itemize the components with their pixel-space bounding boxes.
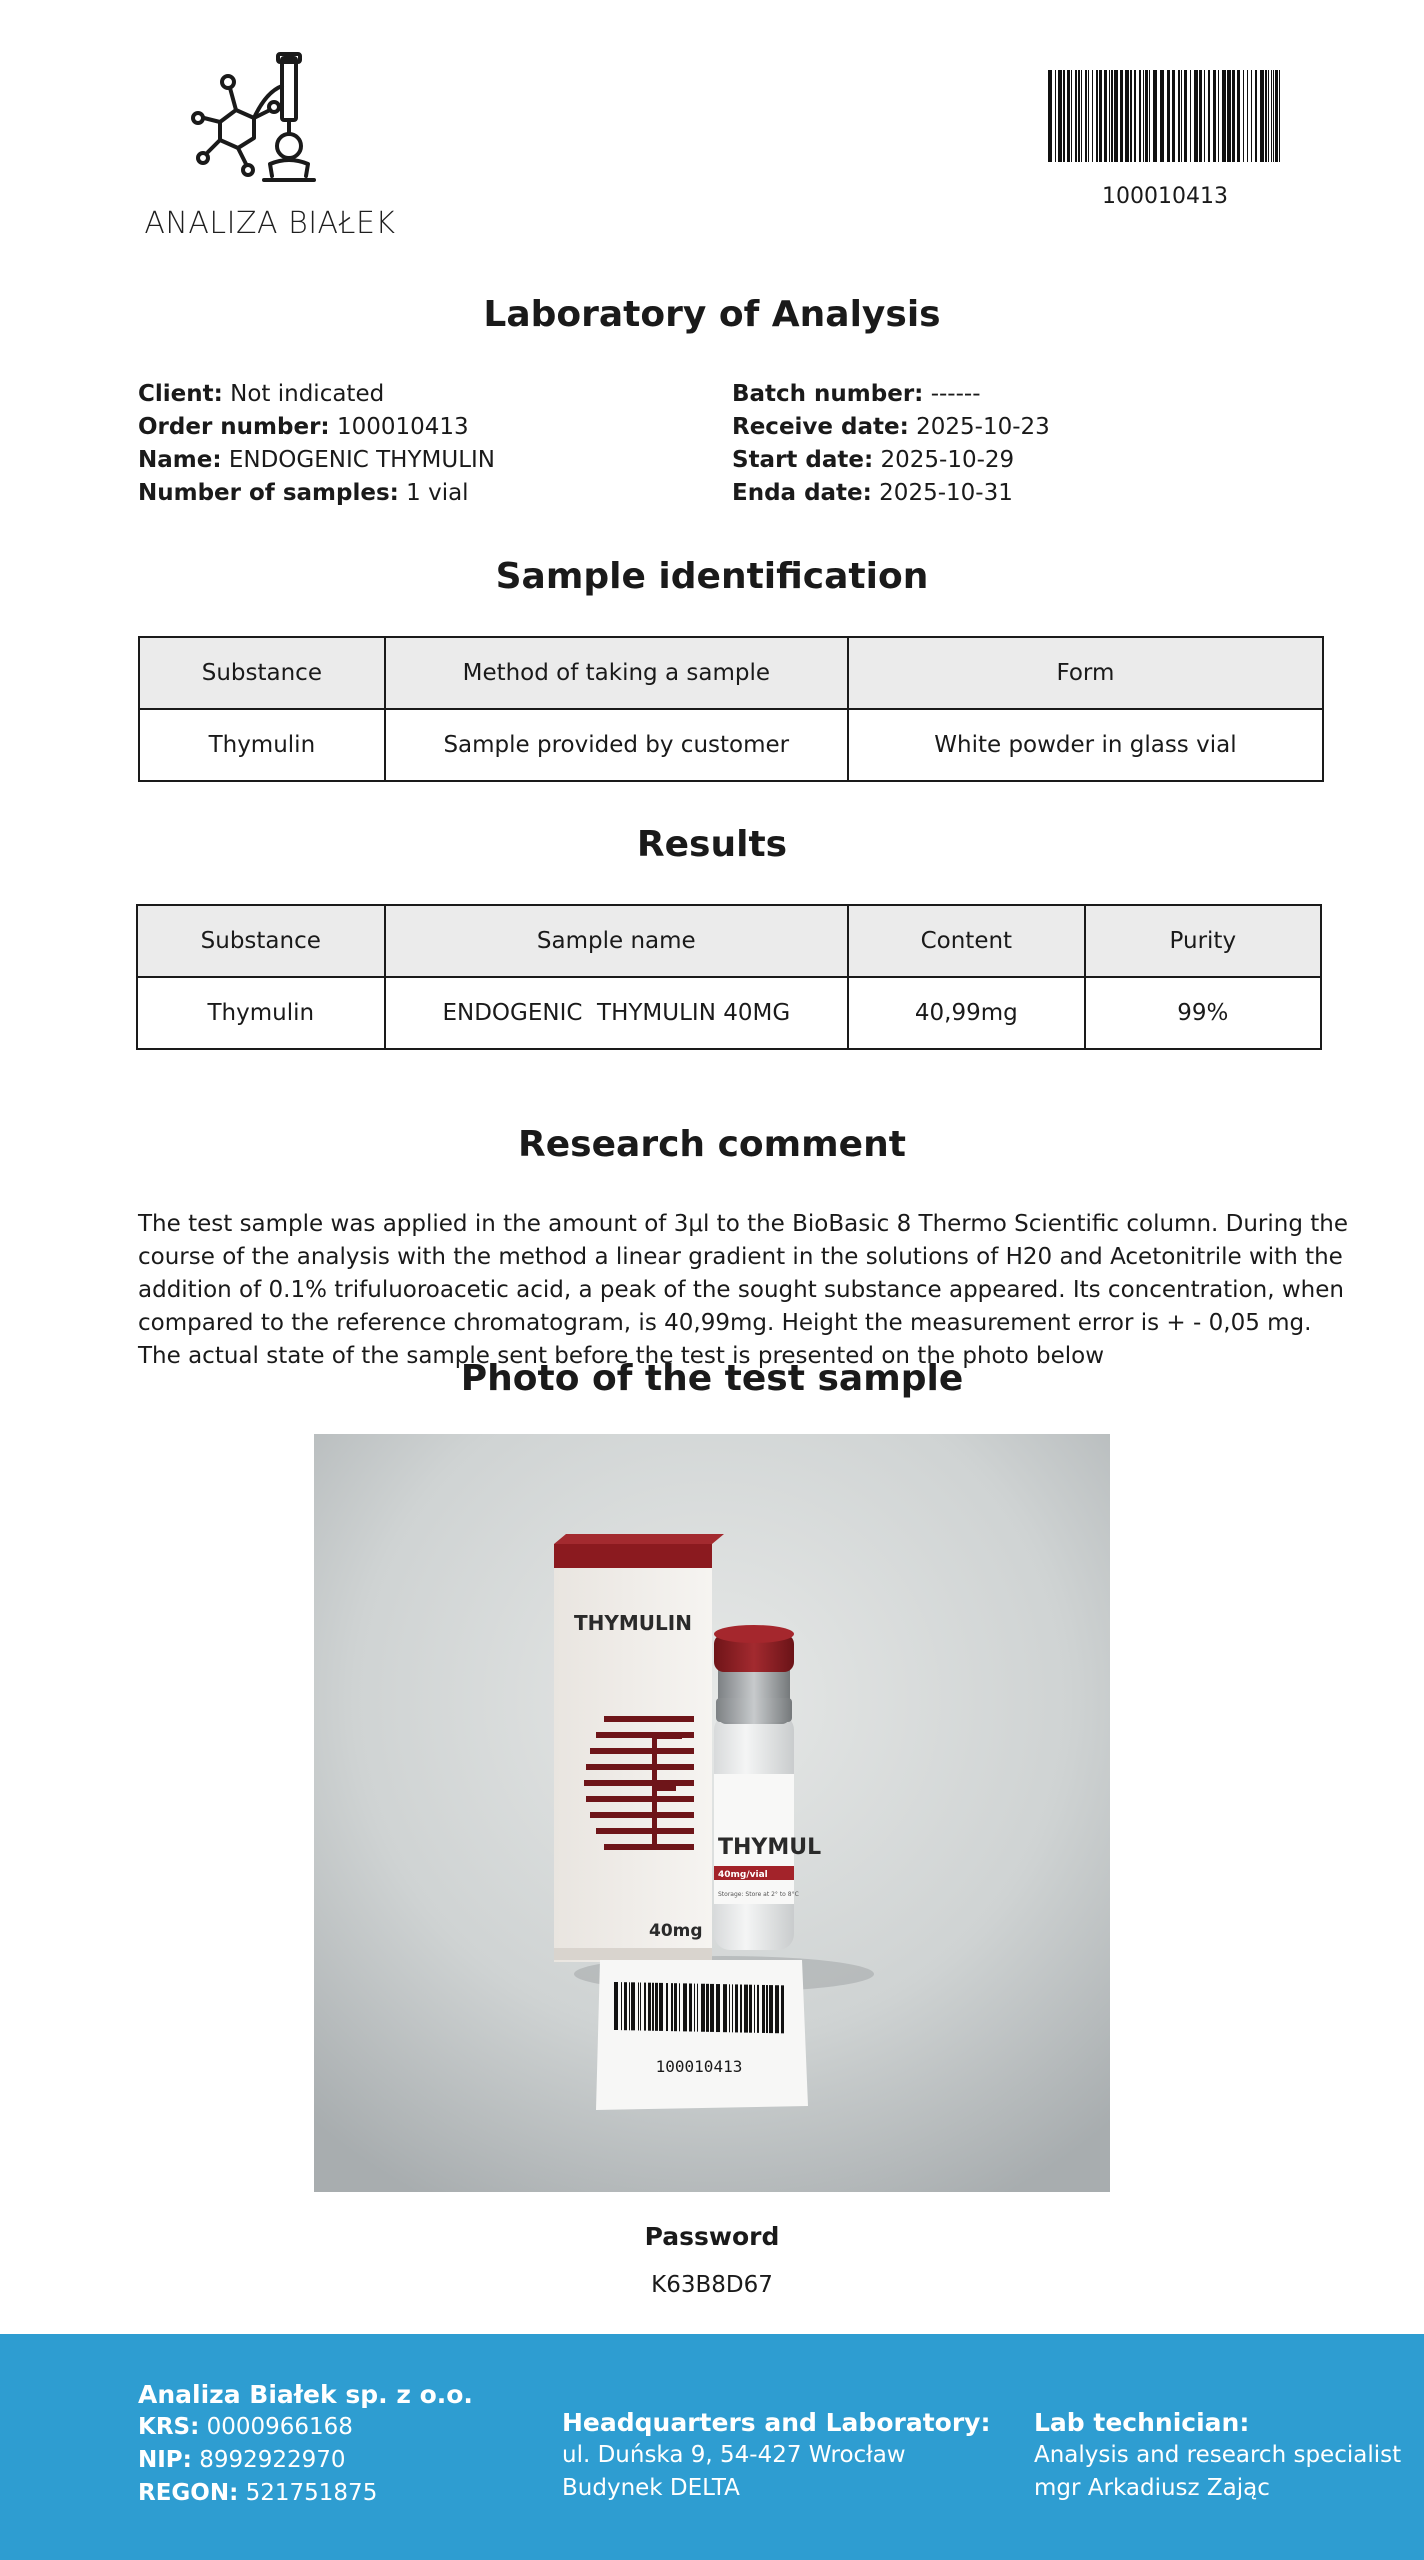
- footer-headquarters: [562, 2406, 990, 2505]
- barcode-bar: [1190, 70, 1191, 162]
- barcode-bar: [710, 1984, 714, 2032]
- table-header-row: [139, 637, 1323, 709]
- table-row: [137, 977, 1321, 1049]
- barcode-bar: [1167, 70, 1170, 162]
- barcode-sticker: [596, 1960, 808, 2110]
- barcode-bar: [1232, 70, 1235, 162]
- barcode-bar: [1063, 70, 1065, 162]
- barcode-bar: [1130, 70, 1132, 162]
- password-value: K63B8D67: [651, 2272, 773, 2298]
- barcode-bar: [648, 1983, 651, 2031]
- company-regon: [138, 2477, 473, 2510]
- barcode-bar: [740, 1985, 742, 2033]
- barcode-bar: [1099, 70, 1102, 162]
- barcode-bar: [749, 1985, 752, 2033]
- info-key: Batch number:: [732, 381, 924, 407]
- barcode-bar: [1204, 70, 1205, 162]
- table-cell: White powder in glass vial: [848, 709, 1323, 781]
- barcode-bar: [1145, 70, 1148, 162]
- barcode-bar: [1125, 70, 1129, 162]
- footer: [0, 2334, 1424, 2560]
- product-box: [554, 1534, 724, 1962]
- barcode-bar: [1184, 70, 1187, 162]
- barcode-bar: [614, 1982, 618, 2030]
- sample-identification-table: [138, 636, 1324, 782]
- column-header: Substance: [139, 637, 385, 709]
- barcode-bar: [1114, 70, 1118, 162]
- vial-small-print: Storage: Store at 2° to 8°C: [718, 1891, 799, 1898]
- company-krs: [138, 2411, 473, 2444]
- nip-label: NIP:: [138, 2447, 192, 2473]
- barcode-bar: [1160, 70, 1164, 162]
- info-order-number: [138, 411, 495, 444]
- barcode-bar: [1181, 70, 1182, 162]
- barcode-bar: [1178, 70, 1180, 162]
- barcode-bar: [655, 1983, 658, 2031]
- krs-label: KRS:: [138, 2414, 200, 2440]
- barcode-bar: [1111, 70, 1113, 162]
- info-receive-date: [732, 411, 1050, 444]
- barcode-bar: [1096, 70, 1098, 162]
- barcode-bar: [757, 1985, 759, 2033]
- info-number-of-samples: [138, 477, 495, 510]
- research-comment-text: The test sample was applied in the amount of 3μl to the BioBasic 8 Thermo Scientific column. During the course of the analysis with the method a linear gradient in the solutions of H20 and Acetonitrile with the addition of 0.1% trifuluoroacetic acid, a peak of the sought substance appeared. Its concentration, when compared to the reference chromatogram, is 40,99mg. Height the measurement error is + - 0,05 mg. The actual state of the sample sent before the test is presented on the photo below: [138, 1211, 1349, 1369]
- barcode-bar: [1104, 70, 1107, 162]
- barcode-bar: [666, 1983, 668, 2031]
- barcode-bar: [1075, 70, 1077, 162]
- barcode-bar: [766, 1985, 768, 2033]
- lab-technician-heading: Lab technician:: [1034, 2408, 1250, 2437]
- box-label: THYMULIN: [574, 1611, 692, 1635]
- table-cell: 40,99mg: [848, 977, 1085, 1049]
- company-name: Analiza Białek sp. z o.o.: [138, 2380, 473, 2409]
- table-cell: Thymulin: [139, 709, 385, 781]
- hq-heading: Headquarters and Laboratory:: [562, 2408, 991, 2437]
- barcode-bar: [694, 1984, 695, 2032]
- barcode-bar: [683, 1983, 687, 2031]
- barcode-bar: [1071, 70, 1072, 162]
- barcode-bar: [1265, 70, 1267, 162]
- info-value: ENDOGENIC THYMULIN: [228, 447, 495, 473]
- info-value: ------: [930, 381, 981, 407]
- barcode-bar: [1251, 70, 1252, 162]
- barcode-bar: [1081, 70, 1082, 162]
- barcode-bar: [781, 1985, 784, 2033]
- barcode-bar: [1153, 70, 1157, 162]
- section-title-sample-identification: Sample identification: [495, 556, 929, 597]
- regon-value: 521751875: [245, 2480, 378, 2506]
- column-header: Content: [848, 905, 1085, 977]
- barcode-bar: [723, 1984, 727, 2032]
- table-header-row: [137, 905, 1321, 977]
- barcode-bar: [762, 1985, 765, 2033]
- info-batch-number: [732, 378, 1050, 411]
- section-title-research-comment: Research comment: [518, 1124, 906, 1165]
- info-key: Name:: [138, 447, 222, 473]
- info-key: Start date:: [732, 447, 874, 473]
- table-cell: 99%: [1085, 977, 1321, 1049]
- results-table: [136, 904, 1322, 1050]
- nip-value: 8992922970: [199, 2447, 346, 2473]
- barcode-bar: [1268, 70, 1269, 162]
- barcode-bar: [1275, 70, 1278, 162]
- barcode-bar: [1273, 70, 1274, 162]
- barcode-bar: [1088, 70, 1089, 162]
- barcode-bar: [729, 1984, 730, 2032]
- hq-address-line: ul. Duńska 9, 54-427 Wrocław: [562, 2442, 906, 2468]
- info-start-date: [732, 444, 1050, 477]
- barcode-bar: [1218, 70, 1219, 162]
- info-name: [138, 444, 495, 477]
- barcode-bar: [1048, 70, 1052, 162]
- barcode-bar: [1194, 70, 1198, 162]
- barcode-bar: [652, 1983, 654, 2031]
- barcode-bar: [1199, 70, 1202, 162]
- info-end-date: [732, 477, 1050, 510]
- barcode-bar: [689, 1984, 692, 2032]
- barcode-bar: [624, 1982, 627, 2030]
- vial-dose: 40mg/vial: [718, 1870, 768, 1880]
- info-value: Not indicated: [230, 381, 385, 407]
- barcode-bar: [631, 1982, 635, 2030]
- barcode-bar: [697, 1984, 698, 2032]
- column-header: Sample name: [385, 905, 849, 977]
- barcode-bar: [1139, 70, 1141, 162]
- info-value: 2025-10-23: [916, 414, 1050, 440]
- info-key: Client:: [138, 381, 223, 407]
- barcode-bar: [1149, 70, 1150, 162]
- barcode-bar: [659, 1983, 663, 2031]
- barcode-bar: [701, 1984, 705, 2032]
- regon-label: REGON:: [138, 2480, 239, 2506]
- barcode-bar: [640, 1983, 641, 2031]
- barcode-bar: [775, 1985, 779, 2033]
- barcode-bar: [679, 1983, 680, 2031]
- barcode-bar: [716, 1984, 720, 2032]
- barcode-number: 100010413: [1102, 184, 1228, 209]
- column-header: Purity: [1085, 905, 1321, 977]
- barcode-bar: [1067, 70, 1070, 162]
- table-cell: Sample provided by customer: [385, 709, 848, 781]
- barcode-bar: [1109, 70, 1110, 162]
- barcode-icon: [1048, 70, 1282, 162]
- barcode-bar: [1222, 70, 1226, 162]
- barcode-bar: [1255, 70, 1257, 162]
- barcode-bar: [1271, 70, 1272, 162]
- sample-photo: [314, 1434, 1110, 2192]
- column-header: Substance: [137, 905, 385, 977]
- barcode-bar: [1213, 70, 1216, 162]
- lab-technician-name: mgr Arkadiusz Zając: [1034, 2475, 1270, 2501]
- barcode-bar: [1092, 70, 1093, 162]
- barcode-bar: [1208, 70, 1210, 162]
- barcode-bar: [1058, 70, 1062, 162]
- vial-label: THYMUL: [718, 1835, 822, 1860]
- barcode-bar: [1260, 70, 1264, 162]
- barcode-bar: [638, 1982, 639, 2030]
- info-value: 2025-10-31: [879, 480, 1013, 506]
- column-header: Method of taking a sample: [385, 637, 848, 709]
- section-title-results: Results: [636, 824, 788, 865]
- barcode-bar: [1227, 70, 1231, 162]
- barcode-bar: [1134, 70, 1136, 162]
- barcode-bar: [1243, 70, 1244, 162]
- barcode-bar: [674, 1983, 677, 2031]
- barcode-bar: [1085, 70, 1087, 162]
- info-key: Enda date:: [732, 480, 872, 506]
- info-client: [138, 378, 495, 411]
- barcode-bar: [1143, 70, 1144, 162]
- barcode-bar: [1120, 70, 1123, 162]
- info-left-column: [138, 378, 495, 510]
- lab-technician-role: Analysis and research specialist: [1034, 2442, 1402, 2468]
- barcode-bar: [1237, 70, 1240, 162]
- barcode-bar: [735, 1984, 738, 2032]
- password-label: Password: [644, 2222, 780, 2251]
- barcode-bar: [706, 1984, 709, 2032]
- footer-lab-technician: [1034, 2406, 1401, 2505]
- column-header: Form: [848, 637, 1323, 709]
- info-value: 100010413: [336, 414, 469, 440]
- info-key: Receive date:: [732, 414, 909, 440]
- table-cell: Thymulin: [137, 977, 385, 1049]
- barcode-bar: [1247, 70, 1248, 162]
- krs-value: 0000966168: [206, 2414, 353, 2440]
- barcode-bar: [744, 1985, 748, 2033]
- info-key: Number of samples:: [138, 480, 399, 506]
- table-cell: ENDOGENIC THYMULIN 40MG: [385, 977, 849, 1049]
- company-nip: [138, 2444, 473, 2477]
- section-title-photo: Photo of the test sample: [460, 1358, 964, 1399]
- barcode-bar: [621, 1982, 622, 2030]
- info-value: 1 vial: [406, 480, 469, 506]
- barcode-bar: [644, 1983, 646, 2031]
- barcode-bar: [1078, 70, 1080, 162]
- info-value: 2025-10-29: [880, 447, 1015, 473]
- table-row: [139, 709, 1323, 781]
- barcode-bar: [1055, 70, 1056, 162]
- barcode-bar: [732, 1984, 733, 2032]
- hq-building: Budynek DELTA: [562, 2475, 740, 2501]
- barcode-bar: [629, 1982, 630, 2030]
- sticker-number: 100010413: [655, 2057, 743, 2076]
- footer-company-info: [138, 2378, 473, 2510]
- info-key: Order number:: [138, 414, 330, 440]
- page-title: Laboratory of Analysis: [483, 294, 941, 335]
- logo-wordmark: ANALIZA BIAŁEK: [144, 206, 396, 241]
- barcode-bar: [754, 1985, 755, 2033]
- info-right-column: [732, 378, 1050, 510]
- barcode-bar: [769, 1985, 773, 2033]
- barcode-bar: [671, 1983, 673, 2031]
- lab-logo-icon: [190, 52, 330, 188]
- barcode-bar: [1172, 70, 1175, 162]
- box-dose: 40mg: [649, 1921, 703, 1941]
- barcode-bar: [1279, 70, 1280, 162]
